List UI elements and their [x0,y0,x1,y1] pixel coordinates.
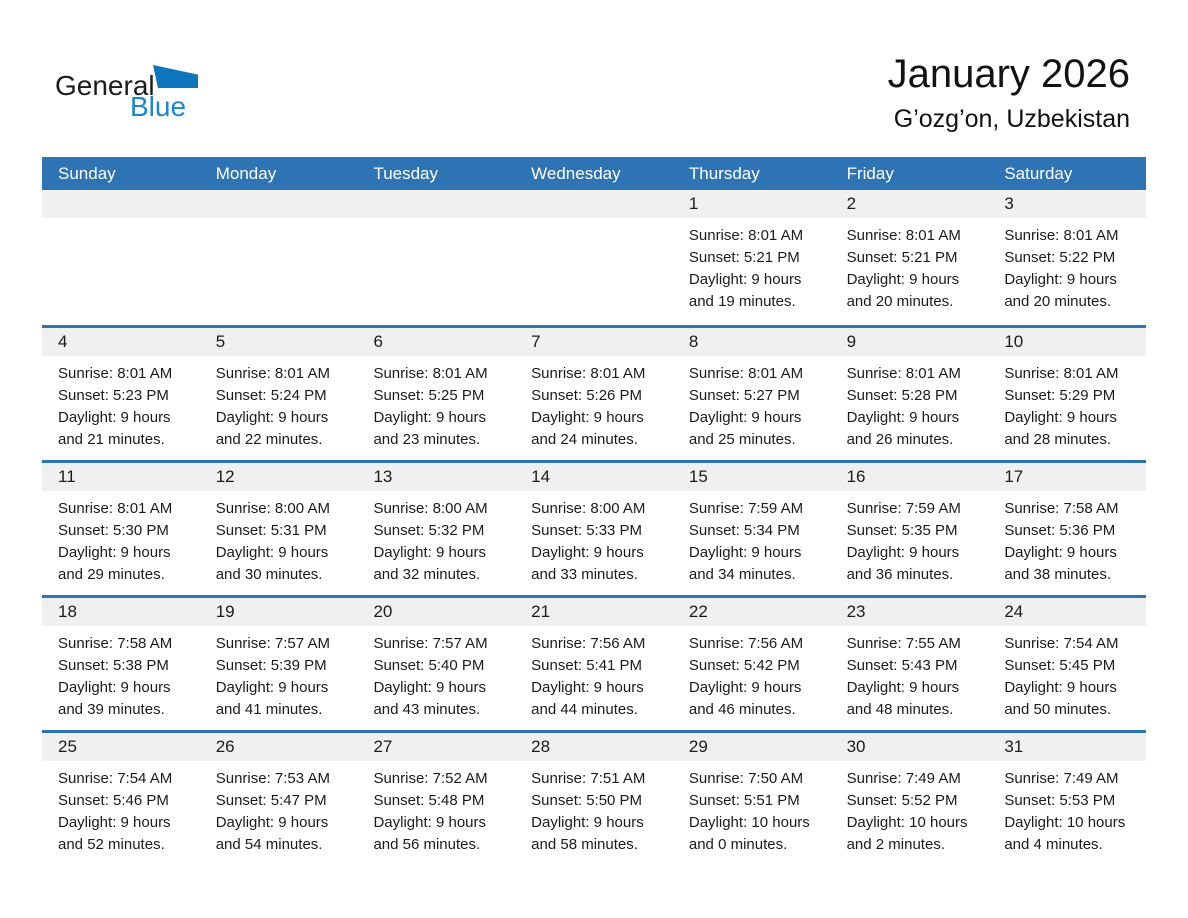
day-info [200,626,358,721]
daylight-text-line1: Daylight: 9 hours [1004,271,1117,288]
daylight-text-line2: and 21 minutes. [58,431,165,448]
day-number: 31 [988,733,1146,761]
daylight-text-line2: and 4 minutes. [1004,836,1103,853]
day-cell-10 [988,328,1146,460]
weekday-header-saturday: Saturday [1004,163,1073,183]
day-cell-3 [988,190,1146,325]
daylight-text-line1: Daylight: 9 hours [688,544,802,561]
day-band-empty [200,190,358,218]
day-cell-12 [200,463,358,595]
day-cell-9 [831,328,989,460]
sunrise-text: Sunrise: 8:00 AM [215,500,330,517]
sunrise-text: Sunrise: 7:49 AM [1004,770,1119,787]
sunset-text: Sunset: 5:38 PM [58,657,169,674]
weekday-header-friday: Friday [846,163,894,183]
day-cell-31 [988,733,1146,865]
day-info [673,491,831,586]
day-info [42,491,200,586]
sunrise-text: Sunrise: 7:58 AM [58,635,173,652]
daylight-text-line2: and 50 minutes. [1004,701,1112,718]
daylight-text-line2: and 30 minutes. [215,566,323,583]
day-cell-24 [988,598,1146,730]
day-info [515,491,673,586]
day-number: 9 [831,328,989,356]
day-number: 21 [515,598,673,626]
day-info [42,356,200,451]
day-number: 29 [673,733,831,761]
daylight-text-line2: and 39 minutes. [58,701,165,718]
sunset-text: Sunset: 5:21 PM [688,249,800,266]
sunset-text: Sunset: 5:29 PM [1004,387,1116,404]
daylight-text-line2: and 25 minutes. [688,431,796,448]
location-subtitle: G’ozg’on, Uzbekistan [893,105,1130,133]
sunrise-text: Sunrise: 7:59 AM [846,500,961,517]
sunrise-text: Sunrise: 8:01 AM [846,227,961,244]
sunrise-text: Sunrise: 7:56 AM [688,635,804,652]
day-cell-empty [200,190,358,325]
sunrise-text: Sunrise: 7:54 AM [58,770,173,787]
day-number: 25 [42,733,200,761]
day-info [515,626,673,721]
day-cell-1 [673,190,831,325]
day-info [673,356,831,451]
day-info [831,761,989,856]
daylight-text-line1: Daylight: 9 hours [1004,544,1117,561]
weekday-header-row [42,157,1146,190]
sunrise-text: Sunrise: 7:49 AM [846,770,961,787]
daylight-text-line2: and 33 minutes. [531,566,638,583]
day-band-empty [515,190,673,218]
day-info [831,491,989,586]
daylight-text-line1: Daylight: 9 hours [688,409,802,426]
day-cell-16 [831,463,989,595]
day-info [515,356,673,451]
daylight-text-line1: Daylight: 9 hours [531,679,644,696]
sunset-text: Sunset: 5:47 PM [215,792,327,809]
day-cell-8 [673,328,831,460]
sunset-text: Sunset: 5:50 PM [531,792,643,809]
day-info [988,761,1146,856]
sunrise-text: Sunrise: 8:01 AM [58,500,173,517]
daylight-text-line1: Daylight: 9 hours [215,679,329,696]
day-cell-27 [357,733,515,865]
day-number: 19 [200,598,358,626]
sunrise-text: Sunrise: 7:54 AM [1004,635,1119,652]
day-info [831,626,989,721]
week-row-1 [42,190,1146,325]
sunset-text: Sunset: 5:32 PM [373,522,485,539]
day-info [357,491,515,586]
day-number: 27 [357,733,515,761]
day-number: 12 [200,463,358,491]
sunrise-text: Sunrise: 7:56 AM [531,635,646,652]
sunrise-text: Sunrise: 8:01 AM [688,365,804,382]
weekday-header-sunday: Sunday [58,163,116,183]
day-cell-19 [200,598,358,730]
day-cell-11 [42,463,200,595]
logo-text-blue: Blue [130,91,187,122]
sunset-text: Sunset: 5:22 PM [1004,249,1116,266]
sunset-text: Sunset: 5:33 PM [531,522,643,539]
daylight-text-line2: and 32 minutes. [373,566,481,583]
daylight-text-line1: Daylight: 9 hours [846,544,960,561]
day-cell-7 [515,328,673,460]
day-info [357,356,515,451]
day-number: 2 [831,190,989,218]
daylight-text-line2: and 24 minutes. [531,431,638,448]
sunrise-text: Sunrise: 8:01 AM [58,365,173,382]
day-info [515,761,673,856]
day-info [988,356,1146,451]
week-row-5 [42,730,1146,865]
sunset-text: Sunset: 5:39 PM [215,657,327,674]
sunrise-text: Sunrise: 8:01 AM [373,365,488,382]
daylight-text-line2: and 52 minutes. [58,836,165,853]
daylight-text-line2: and 2 minutes. [846,836,945,853]
daylight-text-line1: Daylight: 9 hours [58,814,171,831]
weekday-header-thursday: Thursday [688,163,760,183]
day-band-empty [42,190,200,218]
sunrise-text: Sunrise: 7:59 AM [688,500,804,517]
day-info [831,356,989,451]
daylight-text-line2: and 26 minutes. [846,431,954,448]
daylight-text-line2: and 58 minutes. [531,836,638,853]
day-number: 5 [200,328,358,356]
daylight-text-line2: and 0 minutes. [688,836,788,853]
day-cell-13 [357,463,515,595]
day-number: 16 [831,463,989,491]
daylight-text-line2: and 43 minutes. [373,701,481,718]
daylight-text-line2: and 44 minutes. [531,701,638,718]
day-info [357,626,515,721]
day-number: 7 [515,328,673,356]
day-cell-empty [42,190,200,325]
sunset-text: Sunset: 5:48 PM [373,792,485,809]
daylight-text-line1: Daylight: 9 hours [58,679,171,696]
day-cell-14 [515,463,673,595]
daylight-text-line1: Daylight: 9 hours [531,409,644,426]
day-info [200,761,358,856]
daylight-text-line1: Daylight: 9 hours [373,679,486,696]
calendar-table [42,157,1146,865]
sunrise-text: Sunrise: 8:01 AM [1004,227,1119,244]
day-number: 11 [42,463,200,491]
sunset-text: Sunset: 5:41 PM [531,657,643,674]
month-title: January 2026 [887,52,1130,96]
daylight-text-line1: Daylight: 9 hours [373,814,486,831]
week-row-3 [42,460,1146,595]
daylight-text-line1: Daylight: 9 hours [58,409,171,426]
sunset-text: Sunset: 5:23 PM [58,387,169,404]
sunrise-text: Sunrise: 8:01 AM [531,365,646,382]
daylight-text-line1: Daylight: 9 hours [846,679,960,696]
daylight-text-line1: Daylight: 9 hours [58,544,171,561]
sunset-text: Sunset: 5:26 PM [531,387,643,404]
sunset-text: Sunset: 5:25 PM [373,387,485,404]
day-number: 1 [673,190,831,218]
day-number: 24 [988,598,1146,626]
sunset-text: Sunset: 5:45 PM [1004,657,1116,674]
daylight-text-line2: and 20 minutes. [1004,293,1112,310]
daylight-text-line1: Daylight: 9 hours [215,409,329,426]
daylight-text-line1: Daylight: 10 hours [846,814,968,831]
day-cell-17 [988,463,1146,595]
weekday-header-tuesday: Tuesday [373,163,439,183]
week-row-4 [42,595,1146,730]
day-cell-26 [200,733,358,865]
daylight-text-line2: and 34 minutes. [688,566,796,583]
sunrise-text: Sunrise: 7:53 AM [215,770,330,787]
general-blue-logo [55,64,275,134]
day-cell-29 [673,733,831,865]
day-info [673,626,831,721]
day-info [988,218,1146,313]
sunset-text: Sunset: 5:42 PM [688,657,800,674]
day-number: 15 [673,463,831,491]
day-number: 4 [42,328,200,356]
sunset-text: Sunset: 5:40 PM [373,657,485,674]
sunset-text: Sunset: 5:27 PM [688,387,800,404]
day-number: 6 [357,328,515,356]
daylight-text-line1: Daylight: 10 hours [1004,814,1126,831]
daylight-text-line2: and 38 minutes. [1004,566,1112,583]
day-number: 3 [988,190,1146,218]
day-cell-23 [831,598,989,730]
daylight-text-line2: and 22 minutes. [215,431,323,448]
sunrise-text: Sunrise: 7:52 AM [373,770,488,787]
sunrise-text: Sunrise: 8:01 AM [688,227,804,244]
sunrise-text: Sunrise: 7:55 AM [846,635,961,652]
day-number: 18 [42,598,200,626]
daylight-text-line1: Daylight: 9 hours [846,271,960,288]
day-cell-21 [515,598,673,730]
sunrise-text: Sunrise: 7:57 AM [373,635,488,652]
day-cell-6 [357,328,515,460]
sunset-text: Sunset: 5:36 PM [1004,522,1116,539]
day-number: 20 [357,598,515,626]
day-cell-20 [357,598,515,730]
daylight-text-line1: Daylight: 9 hours [688,271,802,288]
day-number: 30 [831,733,989,761]
sunrise-text: Sunrise: 7:57 AM [215,635,330,652]
sunrise-text: Sunrise: 8:00 AM [531,500,646,517]
sunrise-text: Sunrise: 8:00 AM [373,500,488,517]
daylight-text-line1: Daylight: 9 hours [215,544,329,561]
daylight-text-line2: and 19 minutes. [688,293,796,310]
day-cell-25 [42,733,200,865]
day-info [200,491,358,586]
day-number: 8 [673,328,831,356]
daylight-text-line1: Daylight: 9 hours [1004,409,1117,426]
sunrise-text: Sunrise: 8:01 AM [846,365,961,382]
day-info [200,356,358,451]
sunrise-text: Sunrise: 8:01 AM [1004,365,1119,382]
daylight-text-line1: Daylight: 9 hours [373,544,486,561]
day-info [988,491,1146,586]
day-info [673,761,831,856]
day-cell-18 [42,598,200,730]
daylight-text-line2: and 41 minutes. [215,701,323,718]
daylight-text-line1: Daylight: 9 hours [531,544,644,561]
sunrise-text: Sunrise: 7:51 AM [531,770,646,787]
sunset-text: Sunset: 5:52 PM [846,792,958,809]
day-info [831,218,989,313]
logo-triangle-icon [153,65,198,88]
weekday-header-monday: Monday [215,163,277,183]
daylight-text-line1: Daylight: 9 hours [1004,679,1117,696]
sunset-text: Sunset: 5:24 PM [215,387,327,404]
day-number: 26 [200,733,358,761]
daylight-text-line2: and 46 minutes. [688,701,796,718]
sunset-text: Sunset: 5:34 PM [688,522,800,539]
sunset-text: Sunset: 5:43 PM [846,657,958,674]
day-cell-15 [673,463,831,595]
sunset-text: Sunset: 5:46 PM [58,792,169,809]
day-cell-empty [515,190,673,325]
day-number: 22 [673,598,831,626]
week-row-2 [42,325,1146,460]
day-cell-empty [357,190,515,325]
sunrise-text: Sunrise: 8:01 AM [215,365,330,382]
sunset-text: Sunset: 5:21 PM [846,249,958,266]
daylight-text-line1: Daylight: 9 hours [846,409,960,426]
sunset-text: Sunset: 5:28 PM [846,387,958,404]
day-number: 17 [988,463,1146,491]
weekday-header-wednesday: Wednesday [531,163,621,183]
daylight-text-line2: and 29 minutes. [58,566,165,583]
logo-text-general: General [55,70,155,101]
day-cell-22 [673,598,831,730]
day-band-empty [357,190,515,218]
daylight-text-line1: Daylight: 10 hours [688,814,810,831]
day-cell-4 [42,328,200,460]
day-info [42,761,200,856]
day-info [357,761,515,856]
sunrise-text: Sunrise: 7:50 AM [688,770,804,787]
daylight-text-line2: and 23 minutes. [373,431,481,448]
daylight-text-line2: and 48 minutes. [846,701,954,718]
day-number: 13 [357,463,515,491]
day-cell-5 [200,328,358,460]
day-info [673,218,831,313]
calendar-weeks [42,190,1146,865]
daylight-text-line1: Daylight: 9 hours [688,679,802,696]
daylight-text-line1: Daylight: 9 hours [215,814,329,831]
sunset-text: Sunset: 5:31 PM [215,522,327,539]
daylight-text-line2: and 20 minutes. [846,293,954,310]
sunset-text: Sunset: 5:30 PM [58,522,169,539]
day-cell-2 [831,190,989,325]
day-cell-30 [831,733,989,865]
day-info [988,626,1146,721]
daylight-text-line2: and 54 minutes. [215,836,323,853]
day-number: 28 [515,733,673,761]
sunset-text: Sunset: 5:35 PM [846,522,958,539]
sunrise-text: Sunrise: 7:58 AM [1004,500,1119,517]
daylight-text-line1: Daylight: 9 hours [373,409,486,426]
daylight-text-line2: and 28 minutes. [1004,431,1112,448]
day-number: 14 [515,463,673,491]
daylight-text-line2: and 56 minutes. [373,836,481,853]
sunset-text: Sunset: 5:53 PM [1004,792,1116,809]
daylight-text-line1: Daylight: 9 hours [531,814,644,831]
day-number: 23 [831,598,989,626]
sunset-text: Sunset: 5:51 PM [688,792,800,809]
daylight-text-line2: and 36 minutes. [846,566,954,583]
title-block [888,52,1130,134]
day-info [42,626,200,721]
day-number: 10 [988,328,1146,356]
day-cell-28 [515,733,673,865]
